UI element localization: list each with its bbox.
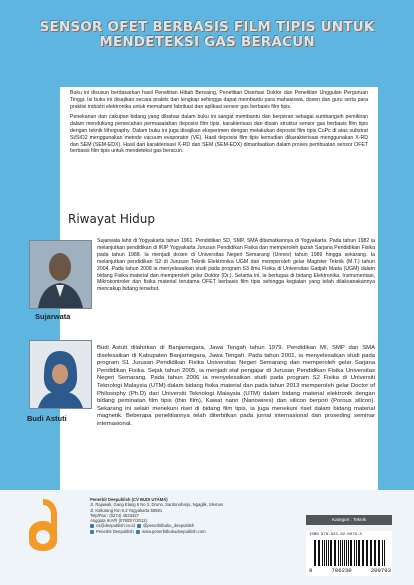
author1-portrait-icon: [30, 241, 91, 308]
book-title: [0, 20, 414, 50]
barcode-bar: [382, 540, 383, 566]
publisher-ikapi: Anggota IKAPI (076/DIY/2012): [90, 518, 148, 524]
author1-bio: Sujarwata lahir di Yogyakarta tahun 1961. Pendidikan SD, SMP, SMA ditamatkannya di Yogyakarta. Pada tahun 1982 ia melanjutkan pendidikan di IKIP Yogyakarta Jurusan Pendidikan Fisika dan memperoleh ijazah Sarjana Pendidikan Fisika pada tahun 1988. Ia menjadi dosen di Universitas Negeri Semarang (Unnes) tahun 1989 hingga sekarang. Ia melanjutkan pendidikan S2 di Jurusan Teknik Elektronika UGM dan memperoleh gelar Magister Teknik (M.T.) tahun 2004. Pada tahun 2008 ia menyelesaikan studi pada program S3 Ilmu Fisika di Universitas Gadjah Mada (UGM) dalam bidang Fisika material dan memperoleh gelar Doktor (Dr.). Selama ini, ia bertugas di bidang Elektronika, Instrumentasi, Mikrokontroler dan fisika material terutama OFET berbasis film tipis sehingga kegiatan yang telah dilaksanakannya mencakup bidang tersebut.: [97, 238, 375, 293]
synopsis-paragraph-1: Buku ini disusun berdasarkan hasil Penelitian Hibah Bersaing, Penelitian Disertasi Doktor dan Penelitian Unggulan Perguruan Tinggi. Isi buku ini disajikan secara praktis dan lengkap sehingga dapat membantu para mahasiswa, dosen dan guru serta para praktisi industri elektronika untuk memahami fabrikasi dan aplikasi sensor gas berbasis film tipis.: [70, 90, 368, 110]
barcode-icon: [314, 540, 386, 566]
section-heading: Riwayat Hidup: [68, 212, 156, 226]
barcode-digit-group-2: 200793: [370, 567, 391, 574]
barcode-bar: [367, 540, 368, 566]
title-line-1: SENSOR OFET BERBASIS FILM TIPIS UNTUK: [39, 19, 375, 35]
publisher-twitter: @penerbitbuku_deepublish: [143, 523, 195, 529]
author1-photo: [29, 240, 92, 309]
email-icon: [90, 524, 94, 528]
barcode-bar: [378, 540, 379, 566]
facebook-icon: [90, 530, 94, 534]
isbn-barcode-box: [306, 531, 392, 576]
deepublish-logo-icon: [27, 497, 59, 553]
category-label: Kategori : Teknik: [306, 515, 392, 525]
publisher-address-2: Jl. Kaliurang Km 9,3 Yogyakarta 55581: [90, 507, 163, 513]
title-line-2: MENDETEKSI GAS BERACUN: [99, 34, 315, 50]
publisher-phone: Telp/Fax : (0274) 4533427: [90, 512, 139, 518]
author1-name: Sujarwata: [35, 312, 71, 321]
author2-portrait-icon: [30, 341, 91, 408]
barcode-digits: [309, 567, 391, 574]
publisher-email: cs@deepublish.co.id: [96, 523, 135, 529]
author2-name: Budi Astuti: [27, 414, 67, 423]
twitter-icon: [137, 524, 141, 528]
barcode-bar: [351, 540, 352, 566]
publisher-info: [90, 497, 290, 534]
isbn-number: ISBN 978-623-02-0079-3: [309, 533, 362, 537]
barcode-bar: [356, 540, 357, 566]
publisher-facebook: Penerbit Deepublish: [96, 528, 134, 534]
barcode-bar: [342, 540, 343, 566]
publisher-social-row-2: [90, 529, 290, 534]
barcode-bar: [346, 540, 347, 566]
barcode-bar: [331, 540, 332, 566]
barcode-bar: [322, 540, 323, 566]
publisher-name: Penerbit Deepublish (CV BUDI UTAMA): [90, 497, 168, 502]
publisher-address-1: Jl. Rajawali, Gang Elang 6 No 3, Drono, Sardonoharjo, Ngaglik, Sleman: [90, 502, 224, 508]
barcode-bar: [326, 540, 327, 566]
publisher-website: www.penerbitbukudeepublish.com: [142, 528, 206, 534]
barcode-digit-prefix: 9: [309, 567, 313, 574]
barcode-bar: [335, 540, 336, 566]
barcode-digit-group-1: 786230: [331, 567, 352, 574]
barcode-bar: [371, 540, 372, 566]
author2-photo: [29, 340, 92, 409]
barcode-bar: [362, 540, 363, 566]
web-icon: [136, 530, 140, 534]
barcode-bar: [315, 540, 316, 566]
author2-bio: Budi Astuti dilahirkan di Banjarnegara, Jawa Tengah tahun 1979. Pendidikan MI, SMP dan SMA diselesaikan di Kabupaten Banjarnegara, Jawa Tengah. Pada tahun 2001, ia menyelesaikan studi pada program S1 Jurusan Pendidikan Fisika Universitas Negeri Semarang dan memperoleh gelar Sarjana Pendidikan Fisika. Sejak tahun 2005, ia menjadi staf pengajar di Jurusan Pendidikan Fisika Universitas Negeri Semarang. Pada tahun 2006 ia menyelesaikan studi pada program S2 Fisika di Universiti Teknologi Malaysia (UTM) dalam bidang fisika material dan pada tahun 2013 memperoleh gelar Doctor of Philosophy (Ph.D) dari Universiti Teknologi Malaysia (UTM) dalam bidang material elektronik dengan bidang peminatan film tipis (thin film), Kawat nano (Nanowires) dan silicon berpori (Porous silicon). Sekarang ini selain menekuni riset di bidang film tipis, ia juga menekuni riset dalam bidang material magnetik. Beberapa penelitiannya telah diterbitkan pada jurnal internasional dan proseding seminar internasional.: [97, 345, 375, 427]
synopsis-paragraph-2: Penekanan dan cakupan bidang yang dibahas dalam buku ini sangat membantu dan berperan sebagai sumbangsih pemikiran dalam mendukung pemecahan permasalahan deposisi film tipis, karakterisasi dan disain struktur sensor gas berbasis film tipis dengan teknik lithography. Dalam buku ini juga disajikan eksperimen dengan melakukan deposisi film tipis CuPc di atas substrat Si/SiO2 menggunakan metode vacuum evaporator (VE). Hasil deposisi film tipis kemudian dikarakterisasi menggunakan X-RD dan SEM (SEM-EDX). Hasil dari karakterisasi X-RD dan SEM (SEM-EDX) dimanfaatkan dalam proses pembuatan sensor OFET berbasis film tipis untuk mendeteksi gas beracun.: [70, 114, 368, 155]
